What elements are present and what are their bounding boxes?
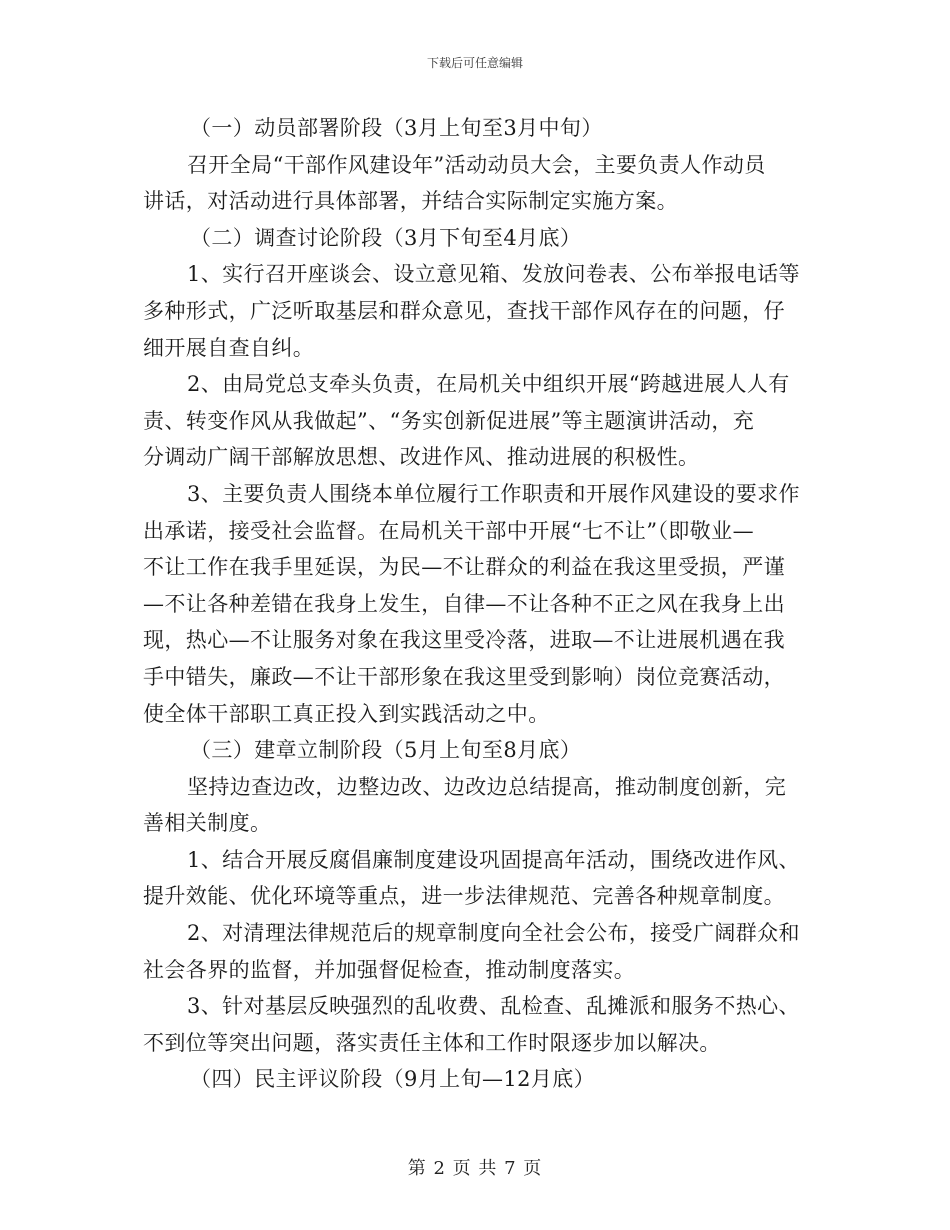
page-footer: 第 2 页 共 7 页 — [407, 1158, 543, 1179]
text-line: 不到位等突出问题，落实责任主体和工作时限逐步加以解决。 — [143, 1030, 721, 1055]
text-line: 3、主要负责人围绕本单位履行工作职责和开展作风建设的要求作 — [187, 481, 800, 506]
text-line: 3、针对基层反映强烈的乱收费、乱检查、乱摊派和服务不热心、 — [187, 994, 800, 1019]
text-line: 手中错失，廉政—不让干部形象在我这里受到影响）岗位竞赛活动， — [143, 664, 785, 689]
text-line: （四）民主评议阶段（9月上旬—12月底） — [190, 1067, 596, 1092]
page-header: 下载后可任意编辑 — [426, 56, 523, 70]
text-line: 1、实行召开座谈会、设立意见箱、发放问卷表、公布举报电话等 — [187, 262, 800, 287]
text-line: 1、结合开展反腐倡廉制度建设巩固提高年活动，围绕改进作风、 — [187, 847, 800, 872]
text-line: 提升效能、优化环境等重点，进一步法律规范、完善各种规章制度。 — [143, 884, 785, 909]
text-line: 现，热心—不让服务对象在我这里受冷落，进取—不让进展机遇在我 — [143, 628, 785, 653]
text-line: 讲话，对活动进行具体部署，并结合实际制定实施方案。 — [143, 189, 678, 214]
text-line: —不让各种差错在我身上发生，自律—不让各种不正之风在我身上出 — [143, 591, 785, 616]
text-line: 善相关制度。 — [143, 811, 272, 836]
text-line: 责、转变作风从我做起”、“务实创新促进展”等主题演讲活动，充 — [143, 408, 755, 433]
text-line: 使全体干部职工真正投入到实践活动之中。 — [143, 701, 550, 726]
text-line: 多种形式，广泛听取基层和群众意见，查找干部作风存在的问题，仔 — [143, 298, 785, 323]
text-line: （二）调查讨论阶段（3月下旬至4月底） — [190, 225, 582, 250]
text-line: 2、由局党总支牵头负责，在局机关中组织开展“跨越进展人人有 — [187, 372, 790, 397]
text-line: （一）动员部署阶段（3月上旬至3月中旬） — [190, 116, 603, 140]
text-line: 社会各界的监督，并加强督促检查，推动制度落实。 — [143, 957, 636, 982]
text-line: （三）建章立制阶段（5月上旬至8月底） — [190, 738, 582, 763]
text-line: 2、对清理法律规范后的规章制度向全社会公布，接受广阔群众和 — [187, 921, 800, 946]
text-line: 召开全局“干部作风建设年”活动动员大会，主要负责人作动员 — [187, 152, 766, 177]
text-line: 出承诺，接受社会监督。在局机关干部中开展“七不让”（即敬业— — [143, 518, 754, 543]
text-line: 不让工作在我手里延误，为民—不让群众的利益在我这里受损，严谨 — [143, 555, 785, 580]
text-line: 坚持边查边改，边整边改、边改边总结提高，推动制度创新，完 — [187, 774, 787, 799]
document-body — [143, 110, 813, 1098]
text-line: 细开展自查自纠。 — [143, 335, 315, 360]
text-line: 分调动广阔干部解放思想、改进作风、推动进展的积极性。 — [143, 445, 700, 470]
